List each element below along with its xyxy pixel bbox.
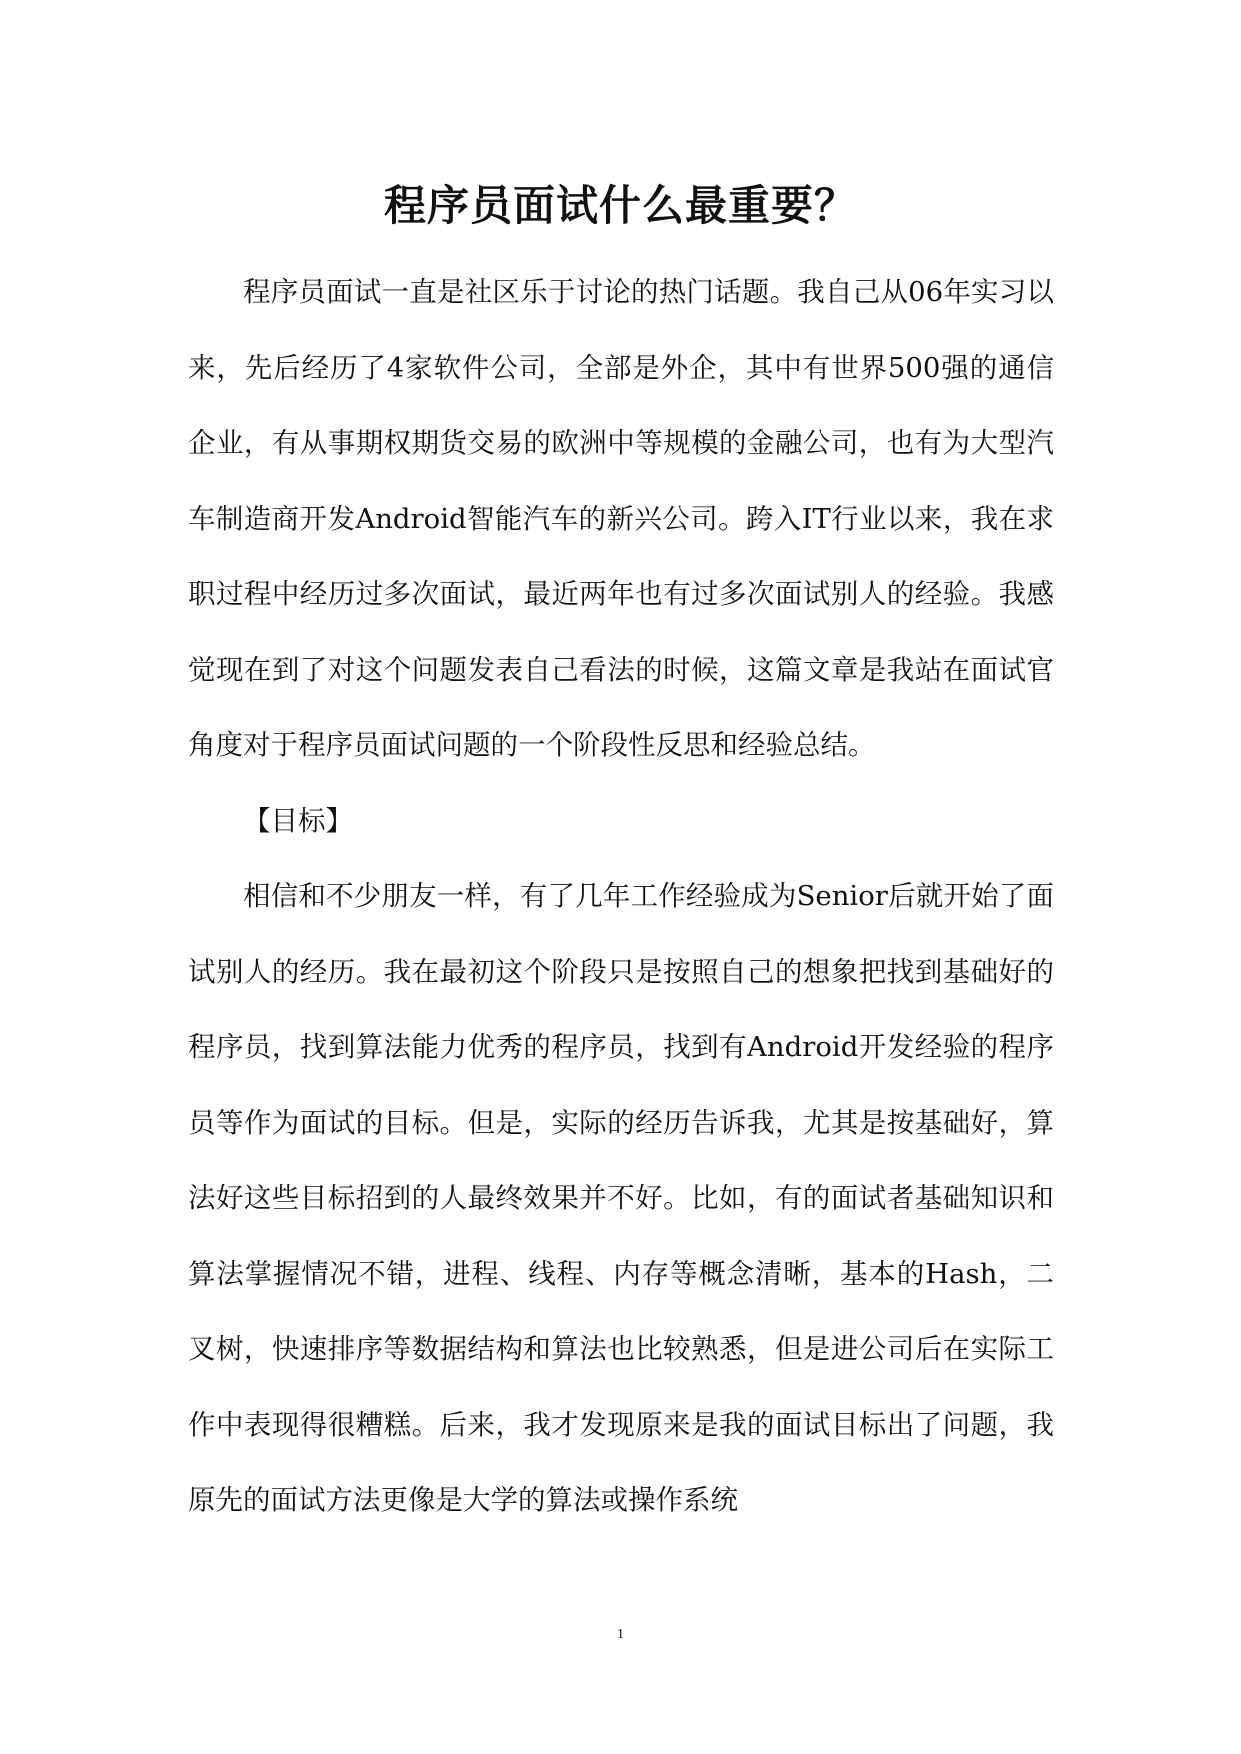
document-body: [188, 255, 1054, 1539]
section-heading-goal: 【目标】: [243, 804, 353, 837]
paragraph-intro: 程序员面试一直是社区乐于讨论的热门话题。我自己从06年实习以来，先后经历了4家软件公司，全部是外企，其中有世界500强的通信企业，有从事期权期货交易的欧洲中等规模的金融公司，也有为大型汽车制造商开发Android智能汽车的新兴公司。跨入IT行业以来，我在求职过程中经历过多次面试，最近两年也有过多次面试别人的经验。我感觉现在到了对这个问题发表自己看法的时候，这篇文章是我站在面试官角度对于程序员面试问题的一个阶段性反思和经验总结。: [188, 276, 1054, 761]
paragraph-goal: 相信和不少朋友一样，有了几年工作经验成为Senior后就开始了面试别人的经历。我在最初这个阶段只是按照自己的想象把找到基础好的程序员，找到算法能力优秀的程序员，找到有Android开发经验的程序员等作为面试的目标。但是，实际的经历告诉我，尤其是按基础好，算法好这些目标招到的人最终效果并不好。比如，有的面试者基础知识和算法掌握情况不错，进程、线程、内存等概念清晰，基本的Hash，二叉树，快速排序等数据结构和算法也比较熟悉，但是进公司后在实际工作中表现得很糟糕。后来，我才发现原来是我的面试目标出了问题，我原先的面试方法更像是大学的算法或操作系统: [188, 880, 1054, 1516]
page-number: 1: [617, 1627, 624, 1642]
document-title: 程序员面试什么最重要？: [383, 181, 857, 231]
